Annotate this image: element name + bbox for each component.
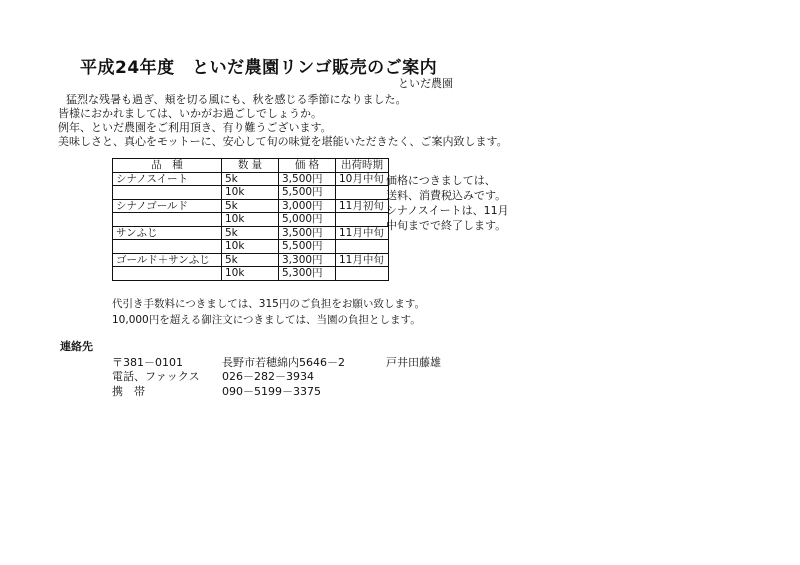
price-note-line-4: 中旬までで終了します。	[386, 219, 507, 232]
intro-line-2: 皆様におかれましては、いかがお過ごしでしょうか。	[58, 107, 322, 120]
cell-shipping	[336, 267, 389, 281]
cell-price: 3,500円	[279, 172, 336, 186]
table-row	[113, 226, 389, 240]
cell-shipping: 11月中旬	[336, 253, 389, 267]
cell-price: 3,300円	[279, 253, 336, 267]
table-row	[113, 213, 389, 227]
mobile-label: 携 帯	[112, 385, 145, 398]
cell-shipping: 11月初旬	[336, 199, 389, 213]
tel-number: 026－282－3934	[222, 370, 314, 383]
table-row	[113, 240, 389, 254]
cell-price: 3,000円	[279, 199, 336, 213]
cod-fee-note: 代引き手数料につきましては、315円のご負担をお願い致します。	[112, 298, 425, 310]
cell-variety: シナノゴールド	[113, 199, 222, 213]
price-note-line-1: 価格につきましては、	[386, 174, 496, 187]
table-header-row	[113, 159, 389, 173]
cell-quantity: 5k	[222, 226, 279, 240]
cell-quantity: 10k	[222, 186, 279, 200]
cell-variety: シナノスイート	[113, 172, 222, 186]
page-title: 平成24年度 といだ農園リンゴ販売のご案内	[80, 58, 438, 78]
cell-variety	[113, 186, 222, 200]
cell-price: 5,500円	[279, 186, 336, 200]
cell-variety	[113, 267, 222, 281]
table-row	[113, 199, 389, 213]
cell-quantity: 5k	[222, 199, 279, 213]
cell-variety	[113, 213, 222, 227]
cell-quantity: 5k	[222, 172, 279, 186]
cell-variety: サンふじ	[113, 226, 222, 240]
cell-shipping: 11月中旬	[336, 226, 389, 240]
cell-price: 5,000円	[279, 213, 336, 227]
header-variety: 品 種	[113, 159, 222, 173]
table-row	[113, 172, 389, 186]
table-row	[113, 186, 389, 200]
cell-shipping	[336, 186, 389, 200]
intro-line-4: 美味しさと、真心をモットーに、安心して旬の味覚を堪能いただきたく、ご案内致します。	[58, 135, 508, 148]
header-quantity: 数 量	[222, 159, 279, 173]
price-note-line-2: 送料、消費税込みです。	[386, 189, 507, 202]
cell-quantity: 10k	[222, 213, 279, 227]
price-table	[112, 158, 389, 281]
contact-heading: 連絡先	[60, 340, 93, 353]
cell-quantity: 10k	[222, 240, 279, 254]
intro-line-3: 例年、といだ農園をご利用頂き、有り難うございます。	[58, 121, 332, 134]
price-note-line-3: シナノスイートは、11月	[386, 204, 509, 217]
cell-variety	[113, 240, 222, 254]
postal-code: 〒381－0101	[112, 356, 183, 369]
header-shipping-time: 出荷時期	[336, 159, 389, 173]
tel-label: 電話、ファックス	[112, 370, 200, 383]
organization-name: といだ農園	[398, 77, 453, 90]
mobile-number: 090－5199－3375	[222, 385, 321, 398]
table-row	[113, 267, 389, 281]
table-row	[113, 253, 389, 267]
cell-quantity: 5k	[222, 253, 279, 267]
contact-name: 戸井田藤雄	[386, 356, 441, 369]
cell-price: 5,300円	[279, 267, 336, 281]
cell-price: 5,500円	[279, 240, 336, 254]
cell-shipping	[336, 240, 389, 254]
address: 長野市若穂綿内5646－2	[222, 356, 345, 369]
cell-price: 3,500円	[279, 226, 336, 240]
cell-shipping	[336, 213, 389, 227]
intro-line-1: 猛烈な残暑も過ぎ、頬を切る風にも、秋を感じる季節になりました。	[66, 93, 407, 106]
cell-variety: ゴールド＋サンふじ	[113, 253, 222, 267]
header-price: 価 格	[279, 159, 336, 173]
cell-shipping: 10月中旬	[336, 172, 389, 186]
cell-quantity: 10k	[222, 267, 279, 281]
free-shipping-note: 10,000円を超える御注文につきましては、当園の負担とします。	[112, 314, 421, 326]
